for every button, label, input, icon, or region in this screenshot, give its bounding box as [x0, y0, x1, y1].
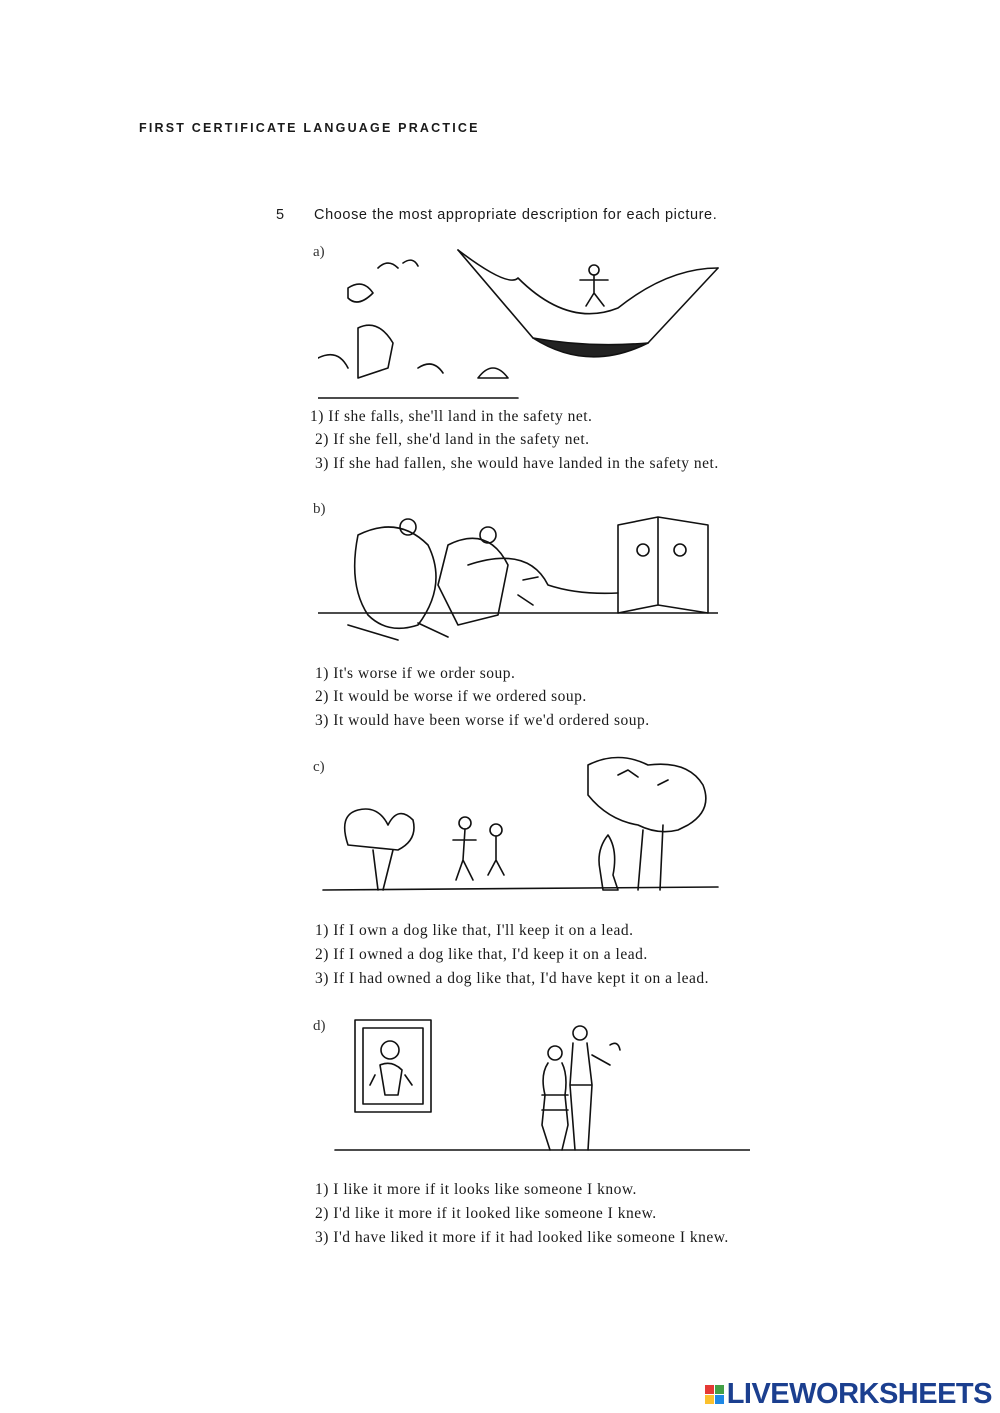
liveworksheets-logo — [705, 1378, 992, 1411]
logo-squares-icon — [705, 1385, 724, 1404]
item-d-label: d) — [313, 1018, 326, 1034]
exercise-number: 5 — [276, 207, 285, 223]
item-a-option-2[interactable]: 2) If she fell, she'd land in the safety net. — [315, 431, 590, 448]
item-d-option-2[interactable]: 2) I'd like it more if it looked like someone I knew. — [315, 1205, 657, 1222]
item-a-option-1[interactable]: 1) If she falls, she'll land in the safety net. — [310, 408, 593, 425]
page-header: FIRST CERTIFICATE LANGUAGE PRACTICE — [139, 121, 480, 135]
item-a-option-3[interactable]: 3) If she had fallen, she would have landed in the safety net. — [315, 455, 719, 472]
logo-square — [705, 1385, 714, 1394]
item-b-option-1[interactable]: 1) It's worse if we order soup. — [315, 665, 516, 682]
art-gallery-illustration — [330, 1015, 750, 1165]
circus-tightrope-illustration — [318, 248, 728, 400]
item-c-option-2[interactable]: 2) If I owned a dog like that, I'd keep it on a lead. — [315, 946, 648, 963]
restaurant-chaos-illustration — [318, 505, 718, 645]
logo-square — [715, 1385, 724, 1394]
item-c-label: c) — [313, 759, 325, 775]
item-a-label: a) — [313, 244, 325, 260]
item-c-option-1[interactable]: 1) If I own a dog like that, I'll keep it on a lead. — [315, 922, 634, 939]
logo-square — [715, 1395, 724, 1404]
item-b-option-3[interactable]: 3) It would have been worse if we'd ordered soup. — [315, 712, 650, 729]
item-d-option-1[interactable]: 1) I like it more if it looks like someone I know. — [315, 1181, 637, 1198]
logo-text: LIVEWORKSHEETS — [726, 1378, 992, 1410]
logo-square — [705, 1395, 714, 1404]
exercise-instruction: Choose the most appropriate description for each picture. — [314, 207, 718, 223]
park-dog-tree-illustration — [318, 755, 748, 895]
item-b-option-2[interactable]: 2) It would be worse if we ordered soup. — [315, 688, 587, 705]
item-b-label: b) — [313, 501, 326, 517]
item-c-option-3[interactable]: 3) If I had owned a dog like that, I'd have kept it on a lead. — [315, 970, 710, 987]
item-d-option-3[interactable]: 3) I'd have liked it more if it had looked like someone I knew. — [315, 1229, 729, 1246]
